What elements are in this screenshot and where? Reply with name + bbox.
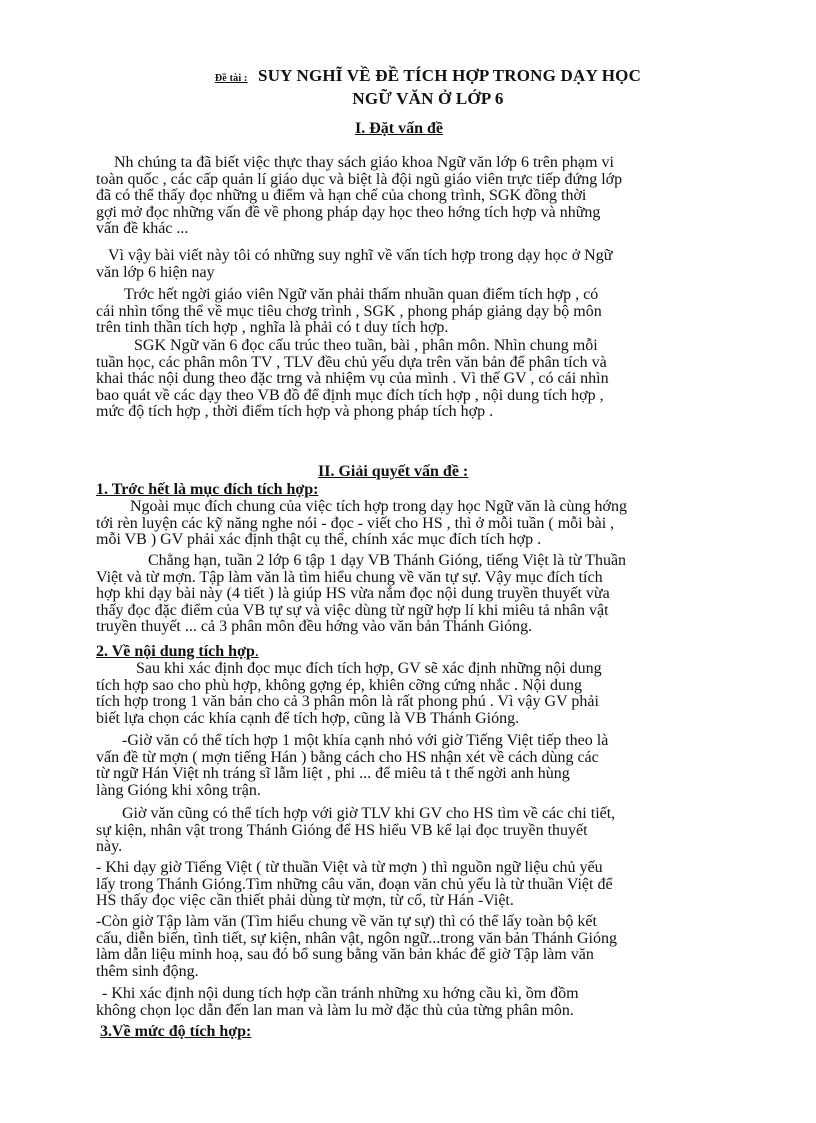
text-line: hợp khi dạy bài này (4 tiết ) là giúp HS vừa nắm đọc nội dung truyền thuyết vừa xyxy=(96,586,610,603)
text-line: vấn đề khác ... xyxy=(96,221,189,238)
paragraph xyxy=(96,986,708,1019)
text-line: mức độ tích hợp , thời điểm tích hợp và phong pháp tích hợp . xyxy=(96,404,494,421)
document-title xyxy=(148,66,708,109)
paragraph xyxy=(96,499,708,549)
text-line: - Khi xác định nội dung tích hợp cần tránh những xu hớng cầu kì, ồm đồm xyxy=(102,986,579,1002)
title-line-2: NGỮ VĂN Ở LỚP 6 xyxy=(352,89,504,108)
paragraph xyxy=(96,155,708,238)
text-line: không chọn lọc dẫn đến lan man và làm lu mờ đặc thù của từng phân môn. xyxy=(96,1002,574,1019)
text-line: này. xyxy=(96,839,123,856)
text-line: - Khi dạy giờ Tiếng Việt ( từ thuần Việt và từ mợn ) thì nguồn ngữ liệu chủ yếu xyxy=(96,860,603,876)
text-line: biết lựa chọn các khía cạnh để tích hợp, cũng là VB Thánh Gióng. xyxy=(96,710,520,727)
subheading-3: 3.Về mức độ tích hợp: xyxy=(100,1023,252,1040)
section-heading-1: I. Đặt vấn đề xyxy=(355,120,444,137)
text-line: gợi mở đọc những vấn đề về phong pháp dạy học theo hớng tích hợp và những xyxy=(96,204,601,221)
text-line: Chẳng hạn, tuần 2 lớp 6 tập 1 dạy VB Thánh Gióng, tiếng Việt là từ Thuần xyxy=(148,553,627,569)
text-line: Việt và từ mợn. Tập làm văn là tìm hiểu chung về văn tự sự. Vậy mục đích tích xyxy=(96,569,603,586)
text-line: văn lớp 6 hiện nay xyxy=(96,264,215,281)
text-line: tới rèn luyện các kỹ năng nghe nói - đọc - viết cho HS , thì ở mỗi tuần ( mỗi bài , xyxy=(96,515,615,532)
text-line: thêm sinh động. xyxy=(96,963,199,980)
text-line: trên tinh thần tích hợp , nghĩa là phải có t duy tích hợp. xyxy=(96,320,449,337)
text-line: Giờ văn cũng có thể tích hợp với giờ TLV khi GV cho HS tìm về các chi tiết, xyxy=(122,806,616,822)
text-line: mỗi VB ) GV phải xác định thật cụ thể, chính xác mục đích tích hợp . xyxy=(96,532,542,549)
text-line: HS thấy đọc việc cần thiết phải dùng từ mợn, từ cổ, từ Hán -Việt. xyxy=(96,893,514,910)
text-line: toàn quốc , các cấp quản lí giáo dục và biệt là đội ngũ giáo viên trực tiếp đứng lớp xyxy=(96,171,623,188)
text-line: Nh chúng ta đã biết việc thực thay sách giáo khoa Ngữ văn lớp 6 trên phạm vi xyxy=(114,155,614,171)
paragraph xyxy=(96,248,708,281)
text-line: truyền thuyết ... cả 3 phân môn đều hớng vào văn bản Thánh Gióng. xyxy=(96,619,533,636)
text-line: -Còn giờ Tập làm văn (Tìm hiểu chung về văn tự sự) thì có thể lấy toàn bộ kết xyxy=(96,914,597,930)
paragraph xyxy=(96,287,708,337)
title-line-1: SUY NGHĨ VỀ ĐỀ TÍCH HỢP TRONG DẠY HỌC xyxy=(258,66,642,85)
text-line: từ ngữ Hán Việt nh tráng sĩ lẫm liệt , phi ... để miêu tả t thế ngời anh hùng xyxy=(96,766,570,783)
text-line: thấy đọc đặc điểm của VB tự sự và việc dùng từ ngữ hợp lí khi miêu tả nhân vật xyxy=(96,602,609,619)
title-tag: Đề tài : xyxy=(214,73,248,84)
text-line: -Giờ văn có thể tích hợp 1 một khía cạnh nhỏ với giờ Tiếng Việt tiếp theo là xyxy=(122,733,609,749)
paragraph xyxy=(96,338,708,421)
text-line: cái nhìn tổng thể về mục tiêu chơg trình , SGK , phong pháp giảng dạy bộ môn xyxy=(96,303,602,320)
text-line: khai thác nội dung theo đặc trng và nhiệm vụ của mình . Vì thế GV , có cái nhìn xyxy=(96,371,609,388)
text-line: cấu, diễn biến, tình tiết, sự kiện, nhân vật, ngôn ngữ...trong văn bản Thánh Gióng xyxy=(96,930,617,947)
text-line: Sau khi xác định đọc mục đích tích hợp, GV sẽ xác định những nội dung xyxy=(136,661,602,677)
paragraph xyxy=(96,661,708,727)
text-line: làm dẫn liệu minh hoạ, sau đó bổ sung bằng văn bản khác để giờ Tập làm văn xyxy=(96,947,594,964)
paragraph xyxy=(96,733,708,799)
text-line: sự kiện, nhân vật trong Thánh Gióng để HS hiểu VB kể lại đọc truyền thuyết xyxy=(96,822,588,839)
text-line: đã có thể thấy đọc những u điểm và hạn chế của chong trình, SGK đồng thời xyxy=(96,188,587,205)
text-line: bao quát về các dạy theo VB đồ để định mục đích tích hợp , nội dung tích hợp , xyxy=(96,387,604,404)
subheading-2: 2. Về nội dung tích hợp. xyxy=(96,643,259,660)
text-line: Ngoài mục đích chung của việc tích hợp trong dạy học Ngữ văn là cùng hớng xyxy=(130,499,628,515)
text-line: Vì vậy bài viết này tôi có những suy nghĩ về vấn tích hợp trong dạy học ở Ngữ xyxy=(108,248,613,264)
paragraph xyxy=(96,914,708,980)
paragraph xyxy=(96,860,708,910)
subheading-1: 1. Trớc hết là mục đích tích hợp: xyxy=(96,481,319,498)
text-line: Trớc hết ngời giáo viên Ngữ văn phải thấm nhuần quan điểm tích hợp , có xyxy=(124,287,599,303)
paragraph xyxy=(96,806,708,856)
text-line: SGK Ngữ văn 6 đọc cấu trúc theo tuần, bài , phân môn. Nhìn chung mỗi xyxy=(134,338,598,354)
section-heading-2: II. Giải quyết vấn đề : xyxy=(318,463,469,480)
text-line: lấy trong Thánh Gióng.Tìm những câu văn, đoạn văn chủ yếu là từ thuần Việt để xyxy=(96,876,613,893)
text-line: tích hợp sao cho phù hợp, không gợng ép, khiên cỡng cứng nhắc . Nội dung xyxy=(96,677,582,694)
text-line: vấn đề từ mợn ( mợn tiếng Hán ) bằng cách cho HS nhận xét về cách dùng các xyxy=(96,749,599,766)
text-line: tuần học, các phân môn TV , TLV đều chủ yếu dựa trên văn bản để phân tích và xyxy=(96,354,607,371)
paragraph xyxy=(96,553,708,636)
text-line: tích hợp trong 1 văn bản cho cả 3 phân môn là rất phong phú . Vì vậy GV phải xyxy=(96,694,599,711)
text-line: làng Gióng khi xông trận. xyxy=(96,782,261,799)
